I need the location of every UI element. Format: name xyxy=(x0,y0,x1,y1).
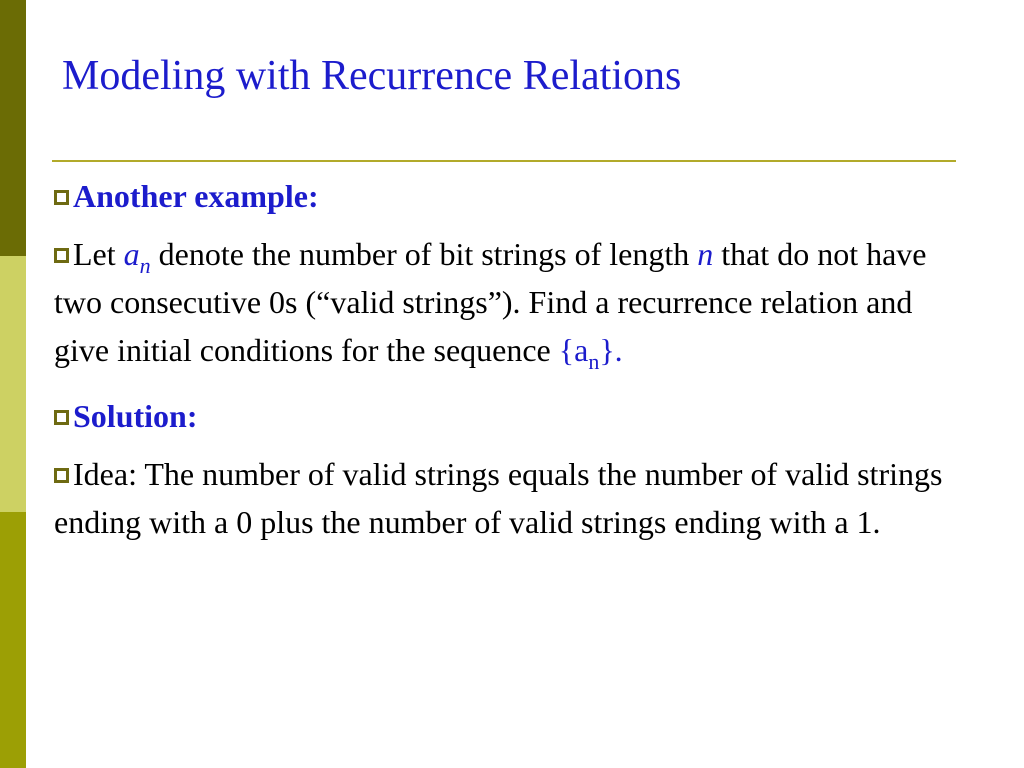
bullet-heading-solution xyxy=(54,392,966,440)
problem-text-part1: Let xyxy=(73,236,124,272)
hollow-square-bullet-icon xyxy=(54,410,69,425)
hollow-square-bullet-icon xyxy=(54,248,69,263)
idea-text: Idea: The number of valid strings equals the number of valid strings ending with a 0 plus the number of valid strings ending with a 1. xyxy=(54,456,943,540)
slide-content xyxy=(54,172,966,546)
sequence-subscript: n xyxy=(588,349,600,374)
bullet-problem-statement xyxy=(54,230,966,374)
problem-text-part3: that do not have two consecutive 0s (“valid strings”). Find a recurrence relation and give initial conditions for the sequence xyxy=(54,236,927,368)
bullet-heading-example xyxy=(54,172,966,220)
variable-n: n xyxy=(697,236,714,272)
sidebar-segment-light xyxy=(0,256,26,512)
slide-title: Modeling with Recurrence Relations xyxy=(62,53,682,99)
hollow-square-bullet-icon xyxy=(54,468,69,483)
sidebar-segment-dark xyxy=(0,0,26,256)
variable-a-subscript: n xyxy=(139,253,151,278)
sidebar-segment-medium xyxy=(0,512,26,768)
heading-another-example: Another example: xyxy=(73,178,319,214)
title-divider xyxy=(52,160,956,162)
bullet-idea xyxy=(54,450,966,546)
sequence-open: {a xyxy=(558,332,589,368)
problem-text-part2: denote the number of bit strings of length xyxy=(150,236,698,272)
heading-solution: Solution: xyxy=(73,398,198,434)
hollow-square-bullet-icon xyxy=(54,190,69,205)
sequence-close: }. xyxy=(599,332,623,368)
sidebar-decoration xyxy=(0,0,26,768)
variable-a: a xyxy=(123,236,140,272)
